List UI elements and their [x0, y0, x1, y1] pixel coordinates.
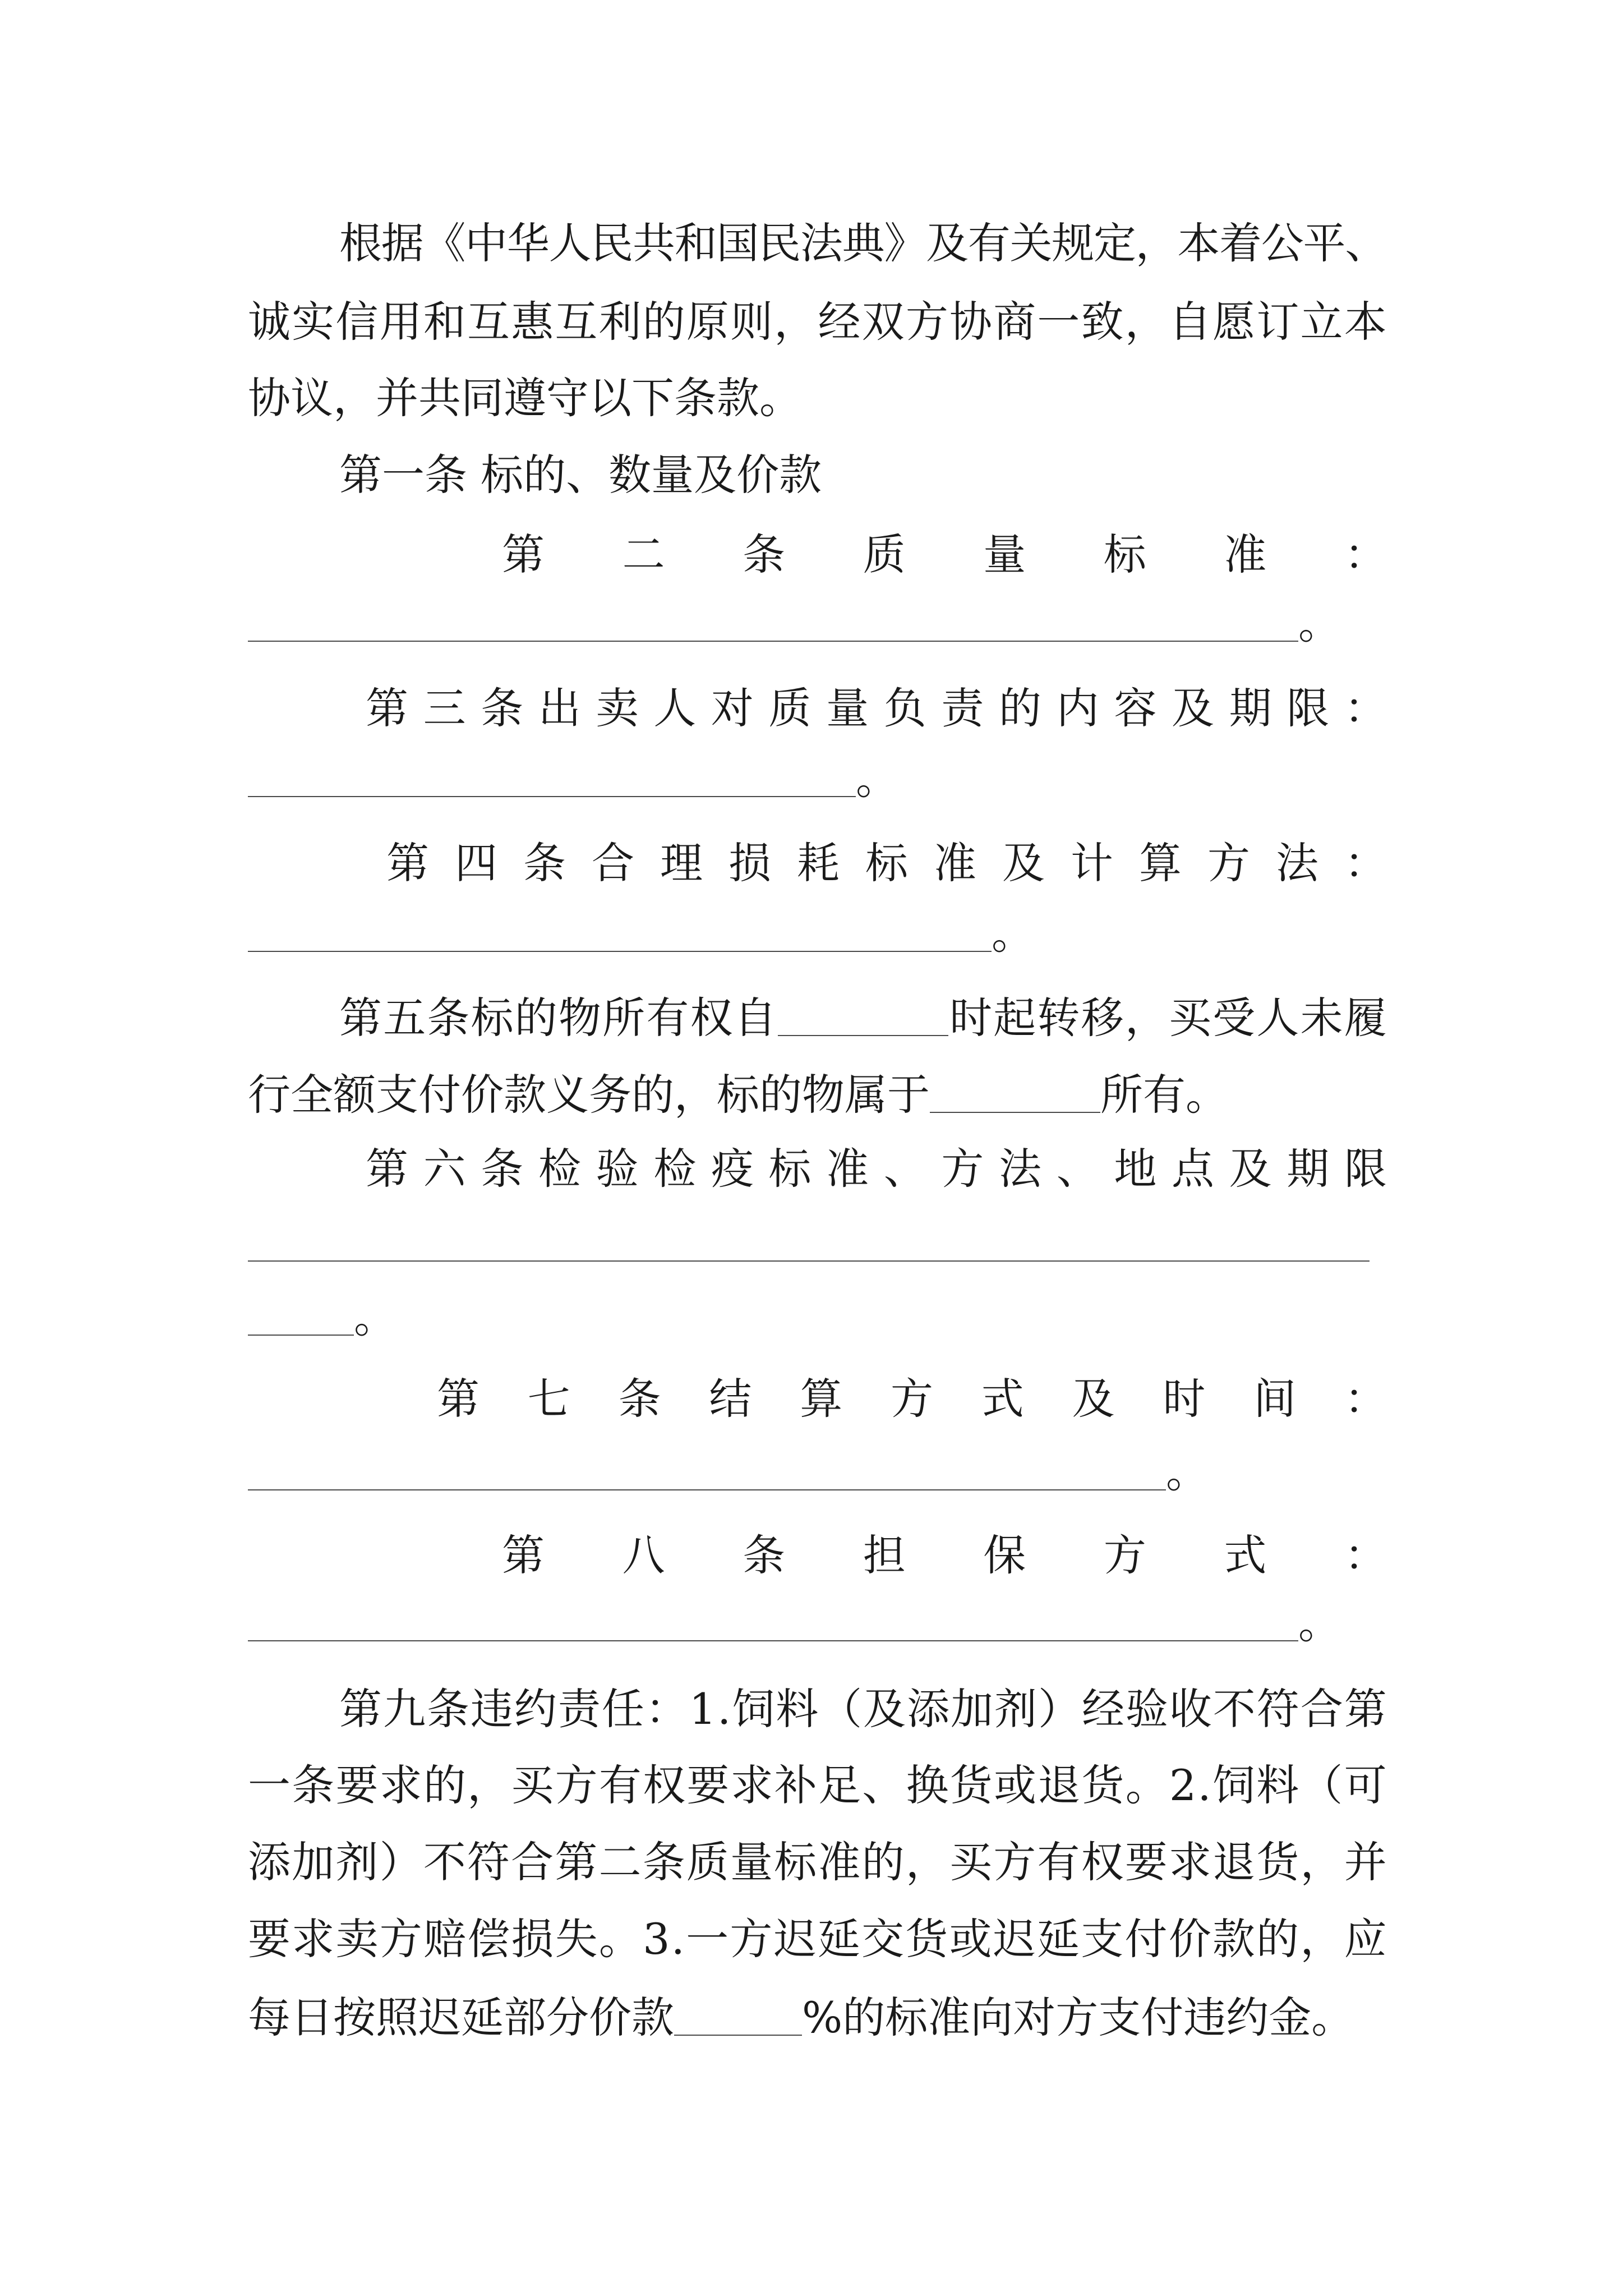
character: 条: [618, 1374, 661, 1424]
character: 补: [774, 1760, 817, 1810]
character: 互: [555, 297, 598, 347]
character: 算: [800, 1374, 843, 1424]
character: 经: [818, 297, 861, 347]
character: 方: [941, 1144, 984, 1194]
character: 料: [1256, 1760, 1299, 1810]
character: 疫: [711, 1144, 754, 1194]
character: 期: [1287, 1144, 1330, 1194]
character: 有: [967, 218, 1011, 268]
character: ，: [1135, 218, 1178, 268]
character: 的: [1256, 1914, 1299, 1964]
character: 》: [884, 218, 927, 268]
character: 人: [548, 218, 592, 268]
character: 担: [863, 1530, 906, 1580]
character: 式: [981, 1374, 1024, 1424]
character: 《: [423, 218, 466, 268]
character: 和: [423, 297, 466, 347]
character: 八: [622, 1530, 665, 1580]
character: 着: [1219, 218, 1262, 268]
character: 条: [292, 1760, 335, 1810]
character: 一: [1037, 297, 1080, 347]
article-5-line-2-text-after: 所有。: [1100, 1070, 1228, 1120]
character: 买: [1169, 993, 1211, 1043]
character: 损: [728, 838, 771, 888]
character: 及: [1229, 1144, 1272, 1194]
character: 条: [743, 1530, 786, 1580]
character: 未: [1300, 993, 1343, 1043]
character: ：: [1344, 1374, 1387, 1424]
fill-blank: [248, 1489, 1166, 1490]
character: 物: [558, 993, 601, 1043]
character: 质: [768, 683, 811, 733]
character: 理: [660, 838, 703, 888]
article-9-line-4: [248, 1911, 1387, 1967]
character: 期: [1229, 683, 1272, 733]
fill-blank: [930, 1112, 1100, 1113]
fill-blank: [248, 1640, 1298, 1641]
character: 则: [730, 297, 773, 347]
character: 民: [758, 218, 801, 268]
period-mark: 。: [992, 909, 1034, 959]
article-6-heading: [366, 1141, 1387, 1197]
character: 二: [598, 1837, 642, 1887]
character: 不: [1212, 1684, 1256, 1734]
character: 互: [467, 297, 510, 347]
character: 法: [800, 218, 843, 268]
character: 一: [248, 1760, 291, 1810]
character: 并: [1344, 1837, 1387, 1887]
character: ，: [467, 1760, 510, 1810]
character: ：: [1344, 683, 1387, 733]
article-5-line-2: [248, 1067, 1228, 1123]
character: 货: [949, 1760, 993, 1810]
character: 、: [1056, 1144, 1099, 1194]
character: 协: [949, 297, 992, 347]
character: 第: [366, 1144, 408, 1194]
character: 卖: [335, 1914, 379, 1964]
character: 符: [1256, 1684, 1299, 1734]
character: 五: [383, 993, 426, 1043]
article-8-fill-line: [248, 1595, 1341, 1651]
character: 所: [602, 993, 645, 1043]
character: 第: [339, 1684, 382, 1734]
character: 时: [949, 993, 993, 1043]
article-2-fill-line: [248, 596, 1341, 652]
character: 有: [646, 993, 689, 1043]
character: 求: [379, 1760, 422, 1810]
character: 标: [1103, 530, 1146, 579]
character: 订: [1256, 297, 1299, 347]
character: 方: [890, 1374, 933, 1424]
character: 条: [427, 993, 470, 1043]
character: 保: [983, 1530, 1026, 1580]
character: 、: [883, 1144, 926, 1194]
character: 一: [686, 1914, 729, 1964]
character: 权: [643, 1760, 686, 1810]
character: 规: [1052, 218, 1095, 268]
character: 失: [555, 1914, 598, 1964]
character: 饲: [732, 1684, 775, 1734]
character: 方: [1103, 1530, 1146, 1580]
character: 3: [643, 1914, 670, 1964]
character: 方: [993, 1837, 1036, 1887]
character: 迟: [773, 1914, 817, 1964]
character: 货: [1081, 1760, 1124, 1810]
character: 付: [1124, 1914, 1168, 1964]
character: 民: [591, 218, 634, 268]
fill-blank: [248, 796, 856, 797]
character: 标: [471, 993, 514, 1043]
article-4-fill-line: [248, 906, 1034, 962]
period-mark: 。: [1298, 1598, 1341, 1648]
character: 和: [674, 218, 717, 268]
character: 第: [339, 993, 382, 1043]
character: （: [819, 1684, 863, 1734]
character: 及: [1002, 838, 1045, 888]
character: 要: [686, 1760, 730, 1810]
character: ：: [1344, 838, 1387, 888]
character: 偿: [467, 1914, 510, 1964]
character: 权: [690, 993, 733, 1043]
character: 耗: [797, 838, 840, 888]
article-9-line-5-text-after: %的标准向对方支付违约金。: [802, 1993, 1354, 2042]
character: 、: [1345, 218, 1388, 268]
character: 要: [248, 1914, 291, 1964]
character: 准: [934, 838, 976, 888]
character: 法: [999, 1144, 1042, 1194]
character: 式: [1224, 1530, 1267, 1580]
character: 1: [689, 1684, 717, 1734]
character: 时: [1163, 1374, 1206, 1424]
character: 买: [949, 1837, 992, 1887]
character: 迟: [993, 1914, 1036, 1964]
character: 饲: [1212, 1760, 1255, 1810]
character: 验: [596, 1144, 639, 1194]
article-6-fill-line-2: [248, 1290, 396, 1346]
character: 买: [511, 1760, 554, 1810]
fill-blank: [248, 1335, 354, 1336]
character: 实: [292, 297, 335, 347]
character: 对: [711, 683, 754, 733]
character: 赔: [423, 1914, 466, 1964]
character: 惠: [511, 297, 554, 347]
character: 限: [1287, 683, 1330, 733]
character: 第: [502, 1530, 545, 1580]
character: 诚: [248, 297, 291, 347]
fill-blank: [248, 641, 1298, 642]
character: 款: [1212, 1914, 1255, 1964]
character: 量: [983, 530, 1026, 579]
character: 准: [818, 1837, 861, 1887]
character: 方: [1207, 838, 1250, 888]
character: 延: [817, 1914, 860, 1964]
character: 剂: [994, 1684, 1038, 1734]
character: 负: [883, 683, 926, 733]
character: 质: [863, 530, 906, 579]
character: 六: [423, 1144, 466, 1194]
character: ：: [1344, 1530, 1387, 1580]
character: ）: [1038, 1684, 1081, 1734]
fill-blank: [248, 1260, 1370, 1262]
character: 利: [598, 297, 642, 347]
character: 经: [1081, 1684, 1124, 1734]
character: 履: [1344, 993, 1387, 1043]
character: 加: [951, 1684, 994, 1734]
article-1-heading: 第一条 标的、数量及价款: [339, 450, 822, 500]
character: 收: [1169, 1684, 1212, 1734]
character: 要: [335, 1760, 379, 1810]
character: 准: [826, 1144, 869, 1194]
character: 立: [1300, 297, 1343, 347]
character: 原: [686, 297, 729, 347]
character: 符: [467, 1837, 510, 1887]
character: 退: [1038, 1760, 1081, 1810]
character: .: [717, 1684, 731, 1734]
character: 及: [926, 218, 969, 268]
character: 。: [1125, 1760, 1168, 1810]
character: 内: [1056, 683, 1099, 733]
article-2-heading: [502, 527, 1387, 583]
character: 求: [730, 1760, 773, 1810]
character: 的: [642, 297, 685, 347]
character: 中: [465, 218, 508, 268]
character: 结: [709, 1374, 752, 1424]
character: 地: [1114, 1144, 1157, 1194]
character: 添: [907, 1684, 950, 1734]
character: 责: [557, 1684, 601, 1734]
character: 支: [1081, 1914, 1124, 1964]
character: ，: [1300, 1914, 1343, 1964]
character: 责: [941, 683, 984, 733]
character: 权: [1081, 1837, 1124, 1887]
character: 人: [653, 683, 697, 733]
character: ，: [1124, 297, 1168, 347]
character: 有: [1037, 1837, 1080, 1887]
character: 料: [776, 1684, 819, 1734]
character: 四: [455, 838, 497, 888]
intro-line-3: 协议，并共同遵守以下条款。: [248, 373, 802, 423]
fill-blank: [778, 1035, 948, 1036]
character: ，: [905, 1837, 948, 1887]
character: 标: [768, 1144, 811, 1194]
character: 方: [730, 1914, 773, 1964]
intro-line-2: [248, 294, 1387, 350]
character: 卖: [596, 683, 639, 733]
character: 约: [514, 1684, 557, 1734]
character: 及: [1171, 683, 1214, 733]
character: 二: [622, 530, 665, 579]
character: 标: [865, 838, 908, 888]
character: 有: [598, 1760, 642, 1810]
character: 换: [906, 1760, 949, 1810]
character: 第: [386, 838, 429, 888]
article-9-line-5-text-before: 每日按照迟延部分价款: [248, 1993, 674, 2042]
character: 双: [861, 297, 905, 347]
article-5-line-1: [339, 990, 1387, 1046]
character: ）: [379, 1837, 422, 1887]
article-9-line-3: [248, 1834, 1387, 1890]
character: 商: [993, 297, 1036, 347]
character: 三: [423, 683, 466, 733]
article-9-line-5: [248, 1990, 1354, 2046]
character: 加: [292, 1837, 335, 1887]
character: 第: [437, 1374, 479, 1424]
character: 交: [861, 1914, 905, 1964]
character: 自: [1168, 297, 1211, 347]
character: ，: [774, 297, 817, 347]
period-mark: 。: [354, 1292, 396, 1342]
article-9-line-2: [248, 1757, 1387, 1814]
article-3-heading: [366, 680, 1387, 737]
character: 公: [1261, 218, 1304, 268]
character: 。: [598, 1914, 642, 1964]
character: 要: [1124, 1837, 1168, 1887]
character: 或: [949, 1914, 992, 1964]
character: 关: [1009, 218, 1053, 268]
fill-blank: [248, 951, 992, 952]
character: .: [1197, 1760, 1211, 1810]
character: 本: [1344, 297, 1387, 347]
character: 任: [601, 1684, 644, 1734]
character: 九: [382, 1684, 426, 1734]
character: 准: [1224, 530, 1267, 579]
character: 的: [861, 1837, 905, 1887]
character: 检: [538, 1144, 581, 1194]
character: 合: [592, 838, 634, 888]
character: 不: [423, 1837, 466, 1887]
article-8-heading: [502, 1527, 1387, 1584]
character: 标: [774, 1837, 817, 1887]
character: 应: [1344, 1914, 1387, 1964]
character: 平: [1303, 218, 1346, 268]
character: 方: [905, 297, 948, 347]
character: .: [671, 1914, 685, 1964]
article-5-line-2-text-before: 行全额支付价款义务的，标的物属于: [248, 1070, 930, 1120]
character: 人: [1256, 993, 1299, 1043]
article-7-fill-line: [248, 1444, 1209, 1501]
character: 据: [381, 218, 424, 268]
character: 的: [423, 1760, 466, 1810]
character: 受: [1212, 993, 1256, 1043]
character: 延: [1036, 1914, 1080, 1964]
character: ：: [1344, 530, 1387, 579]
character: 求: [1168, 1837, 1211, 1887]
character: 或: [993, 1760, 1036, 1810]
character: 条: [642, 1837, 685, 1887]
character: 检: [653, 1144, 697, 1194]
character: 价: [1168, 1914, 1211, 1964]
character: 的: [514, 993, 557, 1043]
character: 华: [506, 218, 550, 268]
character: ：: [645, 1684, 688, 1734]
character: 条: [523, 838, 566, 888]
character: 第: [1344, 1684, 1387, 1734]
period-mark: 。: [1298, 599, 1341, 648]
character: 移: [1081, 993, 1124, 1043]
character: 愿: [1212, 297, 1256, 347]
intro-line-1: [339, 215, 1387, 272]
character: 质: [686, 1837, 729, 1887]
character: 点: [1171, 1144, 1214, 1194]
character: ，: [1124, 993, 1168, 1043]
character: 方: [379, 1914, 422, 1964]
character: 出: [538, 683, 581, 733]
character: 货: [1256, 1837, 1299, 1887]
article-7-heading: [437, 1371, 1387, 1427]
character: 合: [1300, 1684, 1343, 1734]
character: 违: [470, 1684, 513, 1734]
character: 剂: [335, 1837, 379, 1887]
character: 可: [1344, 1760, 1387, 1810]
character: 第: [555, 1837, 598, 1887]
character: 损: [511, 1914, 554, 1964]
character: 共: [633, 218, 676, 268]
character: 根: [339, 218, 382, 268]
character: 国: [716, 218, 759, 268]
character: 信: [335, 297, 379, 347]
character: 2: [1169, 1760, 1197, 1810]
character: 条: [426, 1684, 469, 1734]
character: 退: [1212, 1837, 1256, 1887]
character: 典: [842, 218, 885, 268]
fill-blank: [674, 2035, 802, 2036]
article-3-fill-line: [248, 751, 898, 807]
character: 货: [905, 1914, 948, 1964]
character: 定: [1093, 218, 1136, 268]
character: 条: [743, 530, 786, 579]
character: ，: [1300, 1837, 1343, 1887]
character: 合: [511, 1837, 554, 1887]
character: 量: [826, 683, 869, 733]
period-mark: 。: [1166, 1447, 1209, 1497]
character: 、: [862, 1760, 905, 1810]
character: 间: [1253, 1374, 1297, 1424]
character: 转: [1037, 993, 1080, 1043]
character: 条: [481, 683, 524, 733]
character: 验: [1125, 1684, 1168, 1734]
character: 起: [993, 993, 1036, 1043]
character: 算: [1139, 838, 1182, 888]
character: 及: [1072, 1374, 1115, 1424]
character: 方: [555, 1760, 598, 1810]
character: （: [1300, 1760, 1343, 1810]
character: 本: [1177, 218, 1220, 268]
character: 第: [366, 683, 408, 733]
article-4-heading: [386, 835, 1387, 891]
character: 法: [1276, 838, 1318, 888]
character: 量: [730, 1837, 773, 1887]
character: 致: [1081, 297, 1124, 347]
character: 计: [1071, 838, 1113, 888]
article-6-fill-line-1: [248, 1216, 1370, 1272]
character: 添: [248, 1837, 291, 1887]
character: 求: [292, 1914, 335, 1964]
article-9-line-1: [339, 1681, 1387, 1737]
character: 条: [481, 1144, 524, 1194]
character: 容: [1114, 683, 1157, 733]
character: 第: [502, 530, 545, 579]
period-mark: 。: [856, 754, 898, 804]
character: 用: [379, 297, 422, 347]
character: 及: [863, 1684, 906, 1734]
character: 足: [818, 1760, 861, 1810]
character: 七: [527, 1374, 570, 1424]
character: 自: [734, 993, 777, 1043]
character: 的: [999, 683, 1042, 733]
character: 限: [1344, 1144, 1387, 1194]
